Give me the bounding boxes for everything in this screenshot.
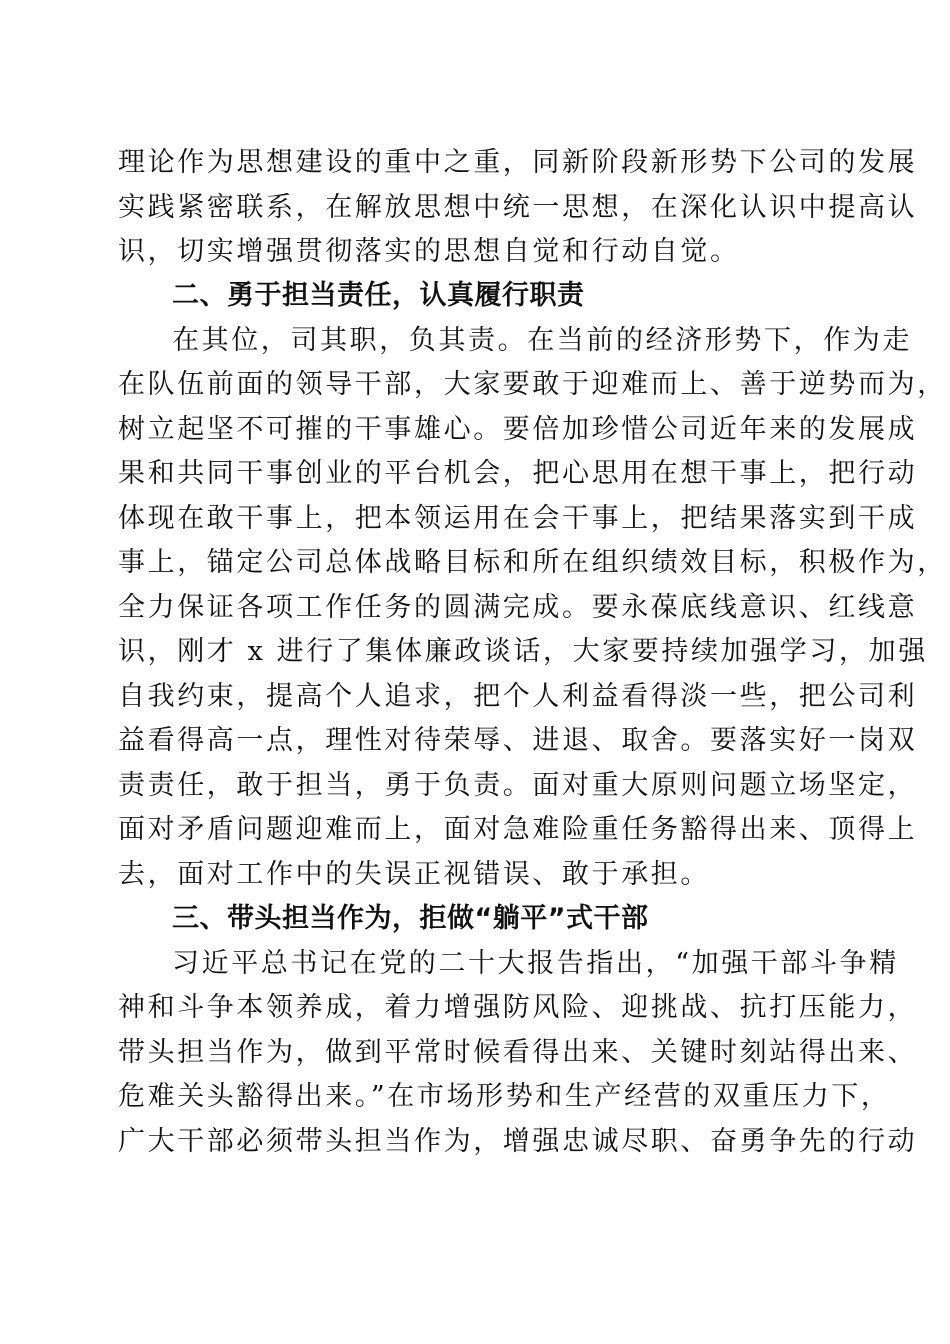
paragraph-line: 果和共同干事创业的平台机会，把心思用在想干事上，把行动 — [118, 458, 918, 489]
paragraph-line: 面对矛盾问题迎难而上，面对急难险重任务豁得出来、顶得上 — [118, 814, 918, 845]
paragraph-line: 益看得高一点，理性对待荣辱、进退、取舍。要落实好一岗双 — [118, 725, 918, 756]
paragraph-line: 实践紧密联系，在解放思想中统一思想，在深化认识中提高认 — [118, 192, 918, 223]
paragraph-line: 体现在敢干事上，把本领运用在会干事上，把结果落实到干成 — [118, 503, 918, 534]
paragraph-line: 树立起坚不可摧的干事雄心。要倍加珍惜公司近年来的发展成 — [118, 414, 918, 445]
paragraph-line: 带头担当作为，做到平常时候看得出来、关键时刻站得出来、 — [118, 1037, 918, 1068]
paragraph-line: 危难关头豁得出来。”在市场形势和生产经营的双重压力下， — [118, 1081, 891, 1112]
paragraph-line: 全力保证各项工作任务的圆满完成。要永葆底线意识、红线意 — [118, 592, 918, 623]
paragraph-line: 广大干部必须带头担当作为，增强忠诚尽职、奋勇争先的行动 — [118, 1126, 918, 1157]
paragraph-line: 识，刚才 x 进行了集体廉政谈话，大家要持续加强学习，加强 — [118, 636, 928, 667]
paragraph-line: 自我约束，提高个人追求，把个人利益看得淡一些，把公司利 — [118, 681, 918, 712]
section-heading: 二、勇于担当责任，认真履行职责 — [172, 280, 585, 311]
paragraph-line: 事上，锚定公司总体战略目标和所在组织绩效目标，积极作为， — [118, 547, 947, 578]
paragraph-line: 习近平总书记在党的二十大报告指出，“加强干部斗争精 — [172, 948, 899, 979]
paragraph-line: 理论作为思想建设的重中之重，同新阶段新形势下公司的发展 — [118, 147, 918, 178]
paragraph-line: 识，切实增强贯彻落实的思想自觉和行动自觉。 — [118, 236, 740, 267]
paragraph-line: 在队伍前面的领导干部，大家要敢于迎难而上、善于逆势而为， — [118, 369, 947, 400]
section-heading: 三、带头担当作为，拒做“躺平”式干部 — [172, 903, 649, 934]
paragraph-line: 在其位，司其职，负其责。在当前的经济形势下，作为走 — [172, 325, 912, 356]
paragraph-line: 神和斗争本领养成，着力增强防风险、迎挑战、抗打压能力， — [118, 992, 918, 1023]
paragraph-line: 去，面对工作中的失误正视错误、敢于承担。 — [118, 859, 710, 890]
paragraph-line: 责责任，敢于担当，勇于负责。面对重大原则问题立场坚定， — [118, 770, 918, 801]
